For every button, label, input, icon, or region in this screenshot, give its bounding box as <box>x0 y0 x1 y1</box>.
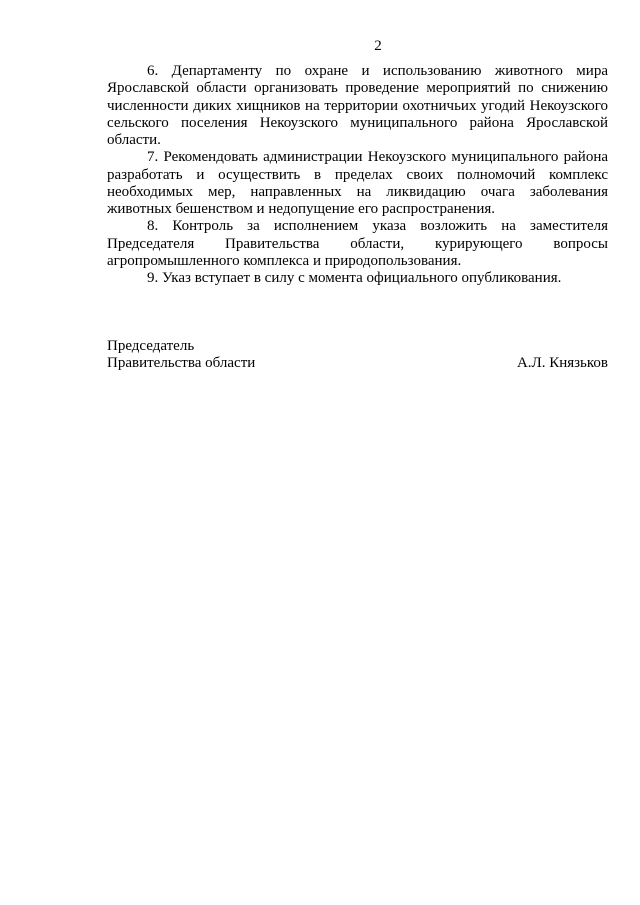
paragraph-6-line <box>107 63 608 80</box>
signature-row-1 <box>107 338 608 355</box>
paragraph-7-line <box>107 167 608 184</box>
line-text: 6. Департаменту по охране и использованию животного мира <box>147 63 608 79</box>
line-text: необходимых мер, направленных на ликвидацию очага заболевания <box>107 183 608 200</box>
line-text: Председателя Правительства области, курирующего вопросы <box>107 235 608 252</box>
line-text: агропромышленного комплекса и природопользования. <box>107 252 462 269</box>
line-text: Ярославской области организовать проведение мероприятий по снижению <box>107 80 608 97</box>
paragraph-8-line <box>107 253 608 270</box>
line-text: разработать и осуществить в пределах своих полномочий комплекс <box>107 166 608 183</box>
paragraph-8-line <box>107 236 608 253</box>
paragraph-8-line <box>107 218 608 235</box>
line-text: животных бешенством и недопущение его распространения. <box>107 201 496 217</box>
paragraph-7-line <box>107 201 608 218</box>
line-text: области. <box>107 132 161 148</box>
signatory-position-line-2: Правительства области <box>107 355 256 372</box>
line-text: 7. Рекомендовать администрации Некоузского муниципального района <box>147 149 608 166</box>
line-text: численности диких хищников на территории охотничьих угодий Некоузского <box>107 97 608 114</box>
signatory-position-line-1: Председатель <box>107 338 195 354</box>
paragraph-6-line <box>107 115 608 132</box>
line-text: 8. Контроль за исполнением указа возложить на заместителя <box>147 218 608 235</box>
paragraph-6-line <box>107 98 608 115</box>
page-number: 2 <box>374 38 382 54</box>
paragraph-6-line <box>107 132 608 149</box>
paragraph-9-line <box>107 270 608 287</box>
signatory-name: А.Л. Князьков <box>516 355 608 372</box>
paragraph-7-line <box>107 149 608 166</box>
line-text: сельского поселения Некоузского муниципального района Ярославской <box>107 114 608 131</box>
paragraph-6-line <box>107 80 608 97</box>
signature-block <box>107 338 608 373</box>
signature-row-2 <box>107 355 608 372</box>
paragraph-7-line <box>107 184 608 201</box>
document-body <box>107 63 608 287</box>
line-text: 9. Указ вступает в силу с момента официального опубликования. <box>147 270 562 286</box>
